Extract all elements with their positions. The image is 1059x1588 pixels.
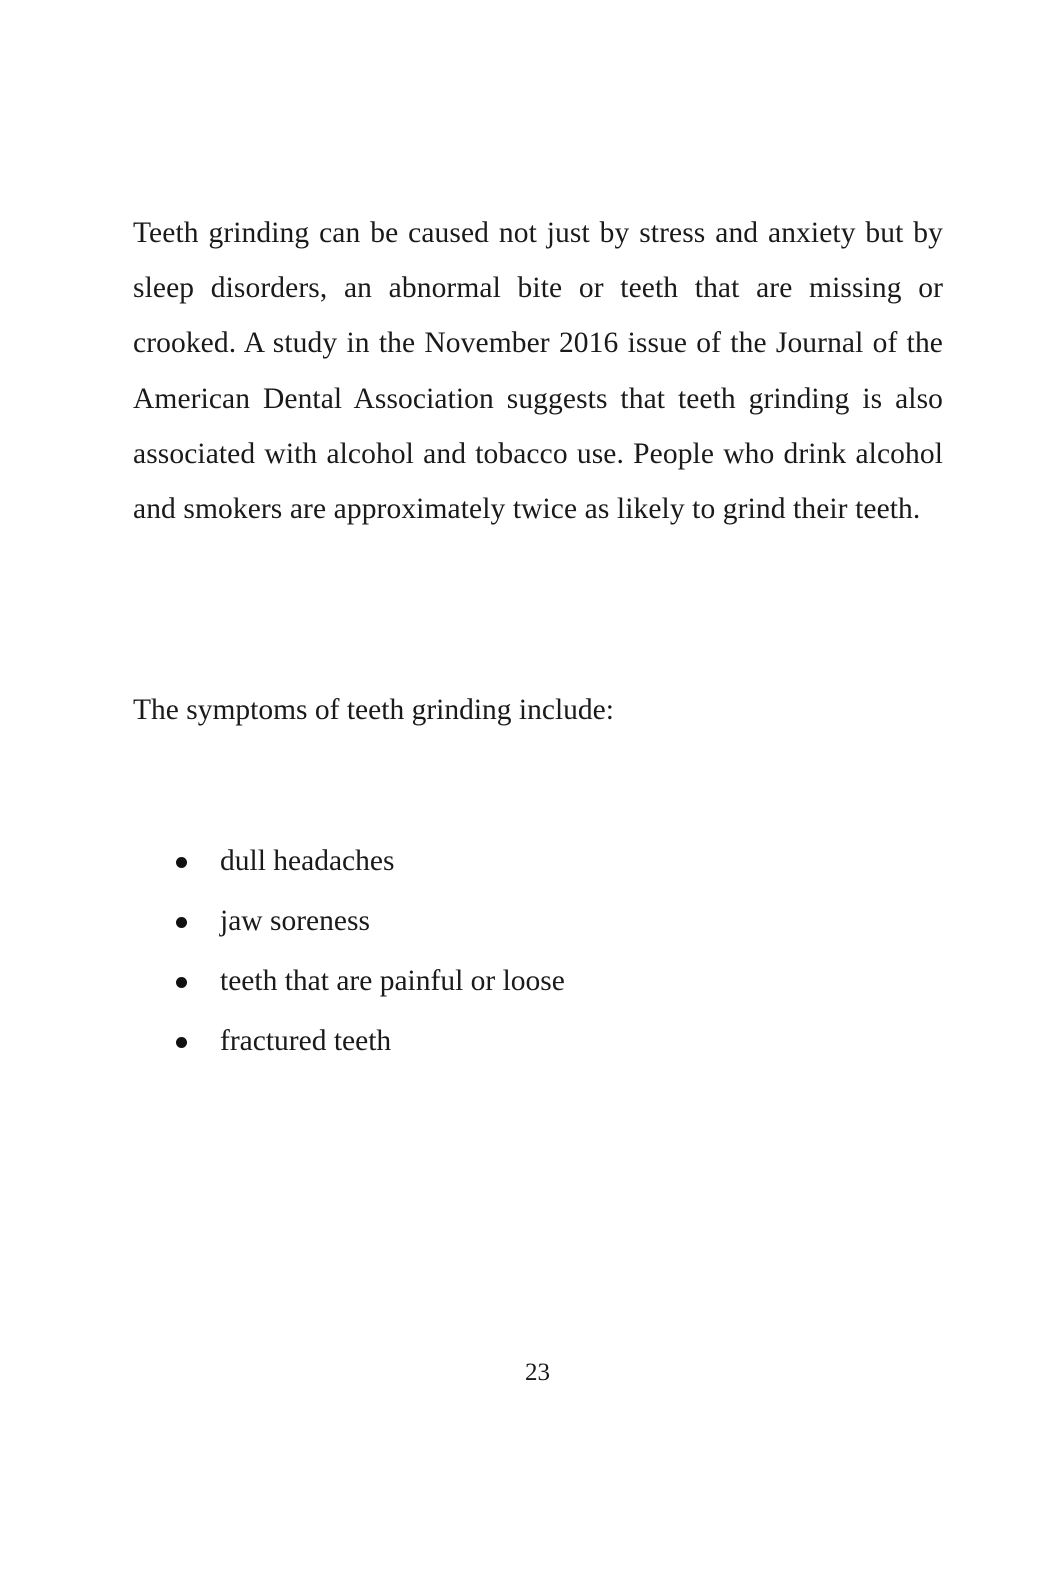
list-item-text: jaw soreness — [220, 905, 370, 937]
list-item — [0, 1013, 1059, 1073]
list-item — [0, 833, 1059, 893]
list-item-text: fractured teeth — [220, 1025, 392, 1057]
list-item-text: dull headaches — [220, 845, 395, 877]
symptom-list — [0, 833, 1059, 1073]
list-item — [0, 893, 1059, 953]
list-item — [0, 953, 1059, 1013]
bullet-icon — [176, 917, 187, 928]
bullet-icon — [176, 977, 187, 988]
page-number: 23 — [525, 1359, 550, 1386]
body-paragraph: Teeth grinding can be caused not just by stress and anxiety but by sleep disorders, an abnormal bite or teeth that are missing or crooked. A study in the November 2016 issue of the Journal of the American Dental Association suggests that teeth grinding is also associated with alcohol and tobacco use. People who drink alcohol and smokers are approximately twice as likely to grind their teeth. — [133, 217, 943, 526]
list-item-text: teeth that are painful or loose — [220, 965, 565, 997]
symptoms-intro: The symptoms of teeth grinding include: — [133, 694, 614, 726]
bullet-icon — [176, 857, 187, 868]
bullet-icon — [176, 1037, 187, 1048]
